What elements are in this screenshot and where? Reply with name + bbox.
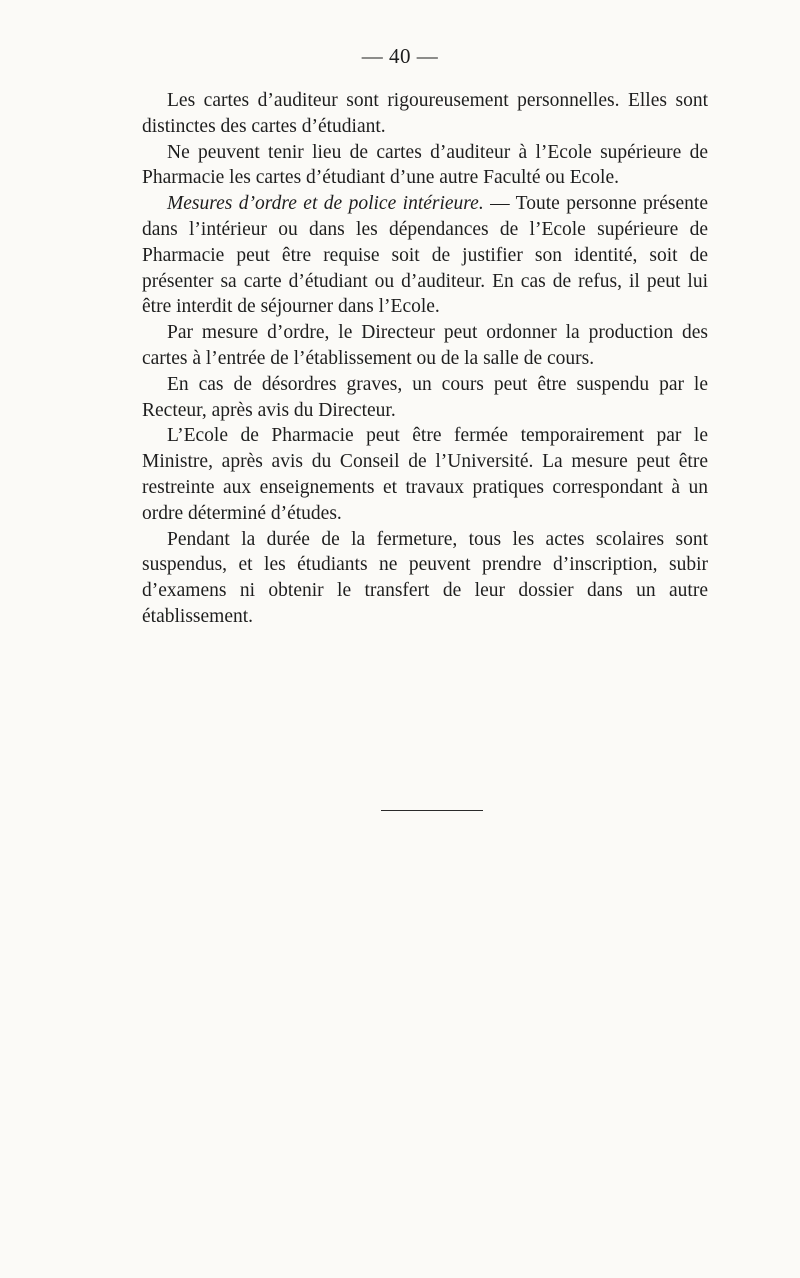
- paragraph-text: Les cartes d’auditeur sont rigoureusement personnelles. Elles sont distinctes des cartes d’étudiant.: [142, 90, 708, 137]
- paragraph-text: L’Ecole de Pharmacie peut être fermée temporairement par le Ministre, après avis du Conseil de l’Université. La mesure peut être restreinte aux enseignements et travaux pratiques correspondant à un ordre déterminé d’études.: [142, 425, 708, 524]
- end-rule: [381, 810, 483, 811]
- paragraph-text: Ne peuvent tenir lieu de cartes d’auditeur à l’Ecole supérieure de Pharmacie les cartes d’étudiant d’une autre Faculté ou Ecole.: [142, 141, 708, 189]
- paragraph-auditor-cards: [142, 88, 708, 140]
- body-text: [142, 88, 708, 630]
- paragraph-card-check: [142, 320, 708, 372]
- paragraph-closure-effects: [142, 527, 708, 630]
- paragraph-school-closure: [142, 423, 708, 526]
- paragraph-text: En cas de désordres graves, un cours peut être suspendu par le Recteur, après avis du Directeur.: [142, 373, 708, 421]
- section-heading: Mesures d’ordre et de police intérieure.: [167, 193, 484, 215]
- paragraph-police-measures: [142, 191, 708, 320]
- paragraph-text: — Toute personne présente dans l’intérieur ou dans les dépendances de l’Ecole supérieure de Pharmacie peut être requise soit de justifier son identité, soit de présenter sa carte d’étudiant ou d’auditeur. En cas de refus, il peut lui être interdit de séjourner dans l’Ecole.: [142, 193, 708, 318]
- paragraph-course-suspension: [142, 372, 708, 424]
- paragraph-text: Par mesure d’ordre, le Directeur peut ordonner la production des cartes à l’entrée de l’établissement ou de la salle de cours.: [142, 322, 708, 369]
- paragraph-text: Pendant la durée de la fermeture, tous les actes scolaires sont suspendus, et les étudiants ne peuvent prendre d’inscription, subir d’examens ni obtenir le transfert de leur dossier dans un autre établissement.: [142, 528, 708, 627]
- paragraph-other-faculty-cards: [142, 140, 708, 192]
- page-number: — 40 —: [361, 44, 439, 68]
